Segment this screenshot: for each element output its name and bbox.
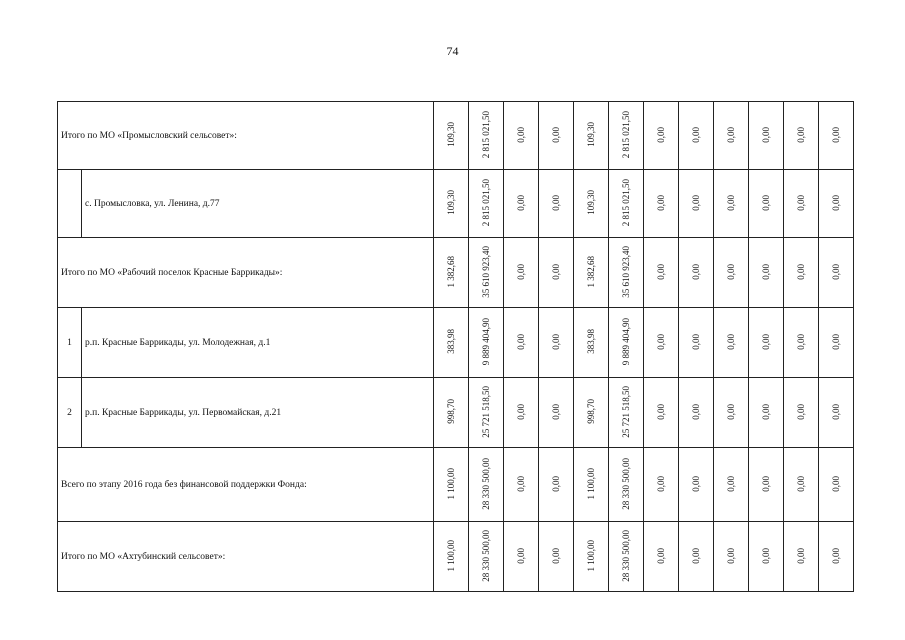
cell-value: 0,00: [656, 475, 666, 492]
cell-value: 0,00: [516, 333, 526, 350]
cell-value: 9 889 404,90: [621, 317, 631, 366]
value-cell: [609, 448, 644, 522]
value-cell: [749, 102, 784, 170]
value-cell: [434, 170, 469, 238]
cell-value: 0,00: [551, 403, 561, 420]
cell-value: 0,00: [761, 475, 771, 492]
value-cell: [749, 238, 784, 308]
cell-value: 0,00: [656, 403, 666, 420]
value-cell: [749, 308, 784, 378]
cell-value: 2 815 021,50: [621, 110, 631, 159]
value-cell: [609, 378, 644, 448]
cell-value: 998,70: [586, 399, 596, 424]
cell-value: 0,00: [831, 547, 841, 564]
value-cell: [644, 378, 679, 448]
value-cell: [819, 378, 854, 448]
cell-value: 0,00: [726, 194, 736, 211]
table-row-total: [58, 102, 854, 170]
value-cell: [644, 102, 679, 170]
cell-value: 0,00: [796, 126, 806, 143]
value-cell: [469, 238, 504, 308]
row-label: Итого по МО «Промысловский сельсовет»:: [58, 102, 434, 170]
value-cell: [504, 238, 539, 308]
value-cell: [749, 522, 784, 592]
value-cell: [504, 378, 539, 448]
value-cell: [819, 308, 854, 378]
cell-value: 0,00: [691, 547, 701, 564]
value-cell: [784, 308, 819, 378]
cell-value: 0,00: [516, 194, 526, 211]
value-cell: [574, 308, 609, 378]
cell-value: 0,00: [656, 333, 666, 350]
cell-value: 0,00: [831, 403, 841, 420]
value-cell: [784, 448, 819, 522]
cell-value: 2 815 021,50: [481, 178, 491, 227]
cell-value: 0,00: [726, 403, 736, 420]
row-label: Всего по этапу 2016 года без финансовой поддержки Фонда:: [58, 448, 434, 522]
cell-value: 0,00: [691, 126, 701, 143]
value-cell: [574, 378, 609, 448]
value-cell: [469, 170, 504, 238]
cell-value: 0,00: [516, 475, 526, 492]
value-cell: [714, 378, 749, 448]
cell-value: 0,00: [726, 333, 736, 350]
cell-value: 1 100,00: [586, 467, 596, 500]
cell-value: 35 610 923,40: [481, 245, 491, 298]
cell-value: 0,00: [796, 475, 806, 492]
cell-value: 383,98: [446, 329, 456, 354]
cell-value: 0,00: [726, 475, 736, 492]
cell-value: 1 100,00: [586, 539, 596, 572]
cell-value: 25 721 518,50: [621, 385, 631, 438]
row-address: р.п. Красные Баррикады, ул. Молодежная, д.1: [82, 308, 434, 378]
value-cell: [504, 448, 539, 522]
cell-value: 0,00: [516, 403, 526, 420]
cell-value: 0,00: [726, 263, 736, 280]
value-cell: [784, 170, 819, 238]
table-row-item: [58, 308, 854, 378]
cell-value: 998,70: [446, 399, 456, 424]
value-cell: [784, 102, 819, 170]
table-row-total: [58, 448, 854, 522]
cell-value: 0,00: [691, 403, 701, 420]
cell-value: 0,00: [831, 194, 841, 211]
cell-value: 2 815 021,50: [621, 178, 631, 227]
value-cell: [819, 448, 854, 522]
cell-value: 0,00: [551, 194, 561, 211]
cell-value: 0,00: [691, 263, 701, 280]
value-cell: [749, 378, 784, 448]
cell-value: 0,00: [761, 547, 771, 564]
value-cell: [434, 238, 469, 308]
value-cell: [539, 378, 574, 448]
value-cell: [644, 448, 679, 522]
cell-value: 0,00: [796, 333, 806, 350]
value-cell: [644, 170, 679, 238]
cell-value: 0,00: [656, 263, 666, 280]
value-cell: [784, 378, 819, 448]
cell-value: 0,00: [516, 263, 526, 280]
value-cell: [714, 448, 749, 522]
value-cell: [434, 102, 469, 170]
value-cell: [574, 102, 609, 170]
value-cell: [749, 448, 784, 522]
cell-value: 0,00: [831, 333, 841, 350]
value-cell: [574, 522, 609, 592]
value-cell: [469, 308, 504, 378]
value-cell: [819, 238, 854, 308]
cell-value: 28 330 500,00: [621, 457, 631, 510]
cell-value: 0,00: [656, 194, 666, 211]
value-cell: [679, 522, 714, 592]
value-cell: [504, 308, 539, 378]
row-index: 2: [58, 378, 82, 448]
value-cell: [504, 102, 539, 170]
value-cell: [784, 238, 819, 308]
cell-value: 0,00: [656, 547, 666, 564]
cell-value: 0,00: [831, 475, 841, 492]
row-index: [58, 170, 82, 238]
cell-value: 0,00: [761, 333, 771, 350]
cell-value: 1 100,00: [446, 539, 456, 572]
table-row-item: [58, 378, 854, 448]
cell-value: 2 815 021,50: [481, 110, 491, 159]
cell-value: 28 330 500,00: [621, 529, 631, 582]
cell-value: 0,00: [691, 475, 701, 492]
value-cell: [644, 522, 679, 592]
cell-value: 109,30: [446, 190, 456, 215]
value-cell: [819, 102, 854, 170]
value-cell: [574, 238, 609, 308]
cell-value: 1 382,68: [586, 255, 596, 288]
value-cell: [819, 170, 854, 238]
cell-value: 0,00: [726, 547, 736, 564]
value-cell: [609, 170, 644, 238]
value-cell: [469, 102, 504, 170]
value-cell: [574, 448, 609, 522]
page-number: 74: [446, 44, 459, 58]
value-cell: [539, 102, 574, 170]
cell-value: 0,00: [761, 263, 771, 280]
value-cell: [434, 522, 469, 592]
value-cell: [469, 448, 504, 522]
value-cell: [749, 170, 784, 238]
cell-value: 109,30: [586, 122, 596, 147]
cell-value: 0,00: [796, 263, 806, 280]
value-cell: [714, 238, 749, 308]
cell-value: 0,00: [551, 475, 561, 492]
cell-value: 0,00: [516, 547, 526, 564]
value-cell: [504, 170, 539, 238]
data-table: [57, 101, 854, 592]
cell-value: 109,30: [586, 190, 596, 215]
value-cell: [609, 308, 644, 378]
value-cell: [504, 522, 539, 592]
cell-value: 383,98: [586, 329, 596, 354]
cell-value: 109,30: [446, 122, 456, 147]
row-address: р.п. Красные Баррикады, ул. Первомайская, д.21: [82, 378, 434, 448]
value-cell: [679, 448, 714, 522]
value-cell: [539, 448, 574, 522]
cell-value: 0,00: [796, 547, 806, 564]
cell-value: 0,00: [831, 263, 841, 280]
cell-value: 0,00: [761, 403, 771, 420]
value-cell: [434, 448, 469, 522]
value-cell: [574, 170, 609, 238]
cell-value: 0,00: [691, 194, 701, 211]
value-cell: [609, 238, 644, 308]
table-row-total: [58, 522, 854, 592]
cell-value: 0,00: [656, 126, 666, 143]
cell-value: 0,00: [761, 194, 771, 211]
value-cell: [609, 102, 644, 170]
cell-value: 0,00: [551, 126, 561, 143]
row-address: с. Промысловка, ул. Ленина, д.77: [82, 170, 434, 238]
cell-value: 0,00: [516, 126, 526, 143]
cell-value: 1 100,00: [446, 467, 456, 500]
value-cell: [644, 238, 679, 308]
value-cell: [434, 308, 469, 378]
value-cell: [784, 522, 819, 592]
cell-value: 28 330 500,00: [481, 457, 491, 510]
cell-value: 35 610 923,40: [621, 245, 631, 298]
row-label: Итого по МО «Рабочий поселок Красные Баррикады»:: [58, 238, 434, 308]
value-cell: [434, 378, 469, 448]
value-cell: [714, 522, 749, 592]
value-cell: [469, 378, 504, 448]
table-row-item: [58, 170, 854, 238]
cell-value: 28 330 500,00: [481, 529, 491, 582]
cell-value: 0,00: [551, 263, 561, 280]
cell-value: 25 721 518,50: [481, 385, 491, 438]
value-cell: [679, 308, 714, 378]
value-cell: [679, 378, 714, 448]
cell-value: 0,00: [551, 333, 561, 350]
value-cell: [539, 238, 574, 308]
value-cell: [539, 522, 574, 592]
cell-value: 1 382,68: [446, 255, 456, 288]
row-index: 1: [58, 308, 82, 378]
value-cell: [679, 102, 714, 170]
value-cell: [539, 170, 574, 238]
cell-value: 0,00: [796, 194, 806, 211]
value-cell: [714, 308, 749, 378]
value-cell: [539, 308, 574, 378]
cell-value: 0,00: [551, 547, 561, 564]
cell-value: 0,00: [831, 126, 841, 143]
cell-value: 0,00: [796, 403, 806, 420]
cell-value: 9 889 404,90: [481, 317, 491, 366]
value-cell: [714, 170, 749, 238]
value-cell: [679, 170, 714, 238]
value-cell: [469, 522, 504, 592]
cell-value: 0,00: [761, 126, 771, 143]
value-cell: [644, 308, 679, 378]
value-cell: [679, 238, 714, 308]
cell-value: 0,00: [726, 126, 736, 143]
value-cell: [714, 102, 749, 170]
row-label: Итого по МО «Ахтубинский сельсовет»:: [58, 522, 434, 592]
cell-value: 0,00: [691, 333, 701, 350]
table-row-total: [58, 238, 854, 308]
value-cell: [819, 522, 854, 592]
value-cell: [609, 522, 644, 592]
